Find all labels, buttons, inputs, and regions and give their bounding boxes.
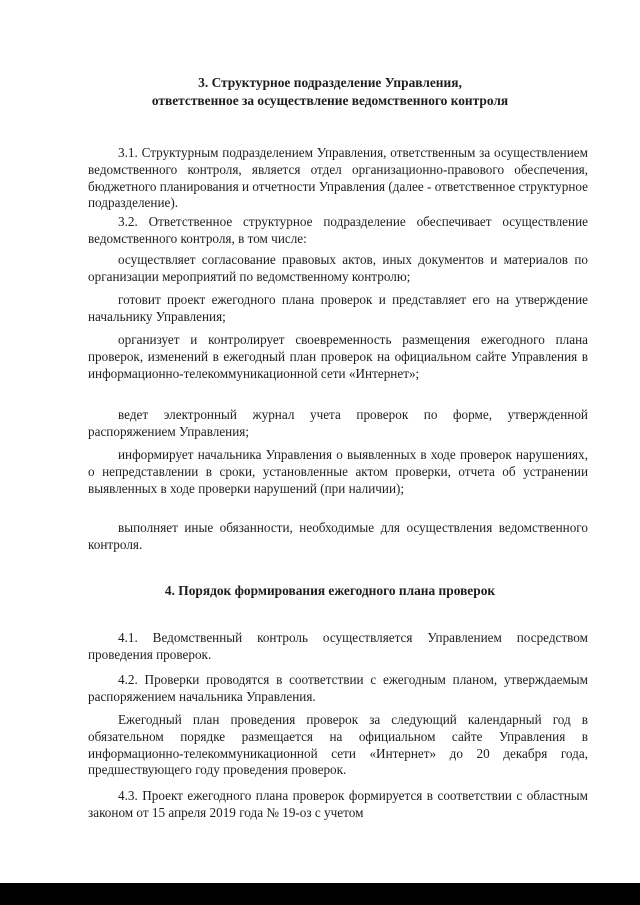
paragraph-4-1: 4.1. Ведомственный контроль осуществляется Управлением посредством проведения проверок. [88,630,588,662]
list-item-other-duties: выполняет иные обязанности, необходимые для осуществления ведомственного контроля. [88,520,588,552]
paragraph-4-3: 4.3. Проект ежегодного плана проверок формируется в соответствии с областным законом от 15 апреля 2019 года № 19-оз с учетом [88,788,588,820]
list-item-journal: ведет электронный журнал учета проверок по форме, утвержденной распоряжением Управления; [88,407,588,439]
paragraph-3-1: 3.1. Структурным подразделением Управления, ответственным за осуществлением ведомственного контроля, является отдел организационно-правового обеспечения, бюджетного планирования и отчетности Управления (далее - ответственное структурное подразделение). [88,145,588,211]
list-item-plan-draft: готовит проект ежегодного плана проверок и представляет его на утверждение начальнику Управления; [88,292,588,324]
paragraph-4-2: 4.2. Проверки проводятся в соответствии с ежегодным планом, утверждаемым распоряжением начальника Управления. [88,672,588,704]
section-3-heading [60,74,600,110]
list-item-plan-publication: организует и контролирует своевременность размещения ежегодного плана проверок, изменений в ежегодный план проверок на официальном сайте Управления в информационно-телекоммуникационной сети «Интернет»; [88,332,588,381]
section-3-title-line-2: ответственное за осуществление ведомственного контроля [151,93,509,108]
section-4-heading: 4. Порядок формирования ежегодного плана проверок [164,583,496,598]
section-3-title-line-1: 3. Структурное подразделение Управления, [198,75,462,90]
list-item-inform: информирует начальника Управления о выявленных в ходе проверок нарушениях, о непредставлении в сроки, установленные актом проверки, отчета об устранении выявленных в ходе проверки нарушений (при наличии); [88,447,588,496]
scan-bottom-border [0,883,640,905]
paragraph-3-2: 3.2. Ответственное структурное подразделение обеспечивает осуществление ведомственного контроля, в том числе: [88,214,588,246]
paragraph-plan-publication: Ежегодный план проведения проверок за следующий календарный год в обязательном порядке размещается на официальном сайте Управления в информационно-телекоммуникационной сети «Интернет» до 20 декабря года, предшествующего году проведения проверок. [88,712,588,778]
list-item-approval: осуществляет согласование правовых актов, иных документов и материалов по организации мероприятий по ведомственному контролю; [88,252,588,284]
